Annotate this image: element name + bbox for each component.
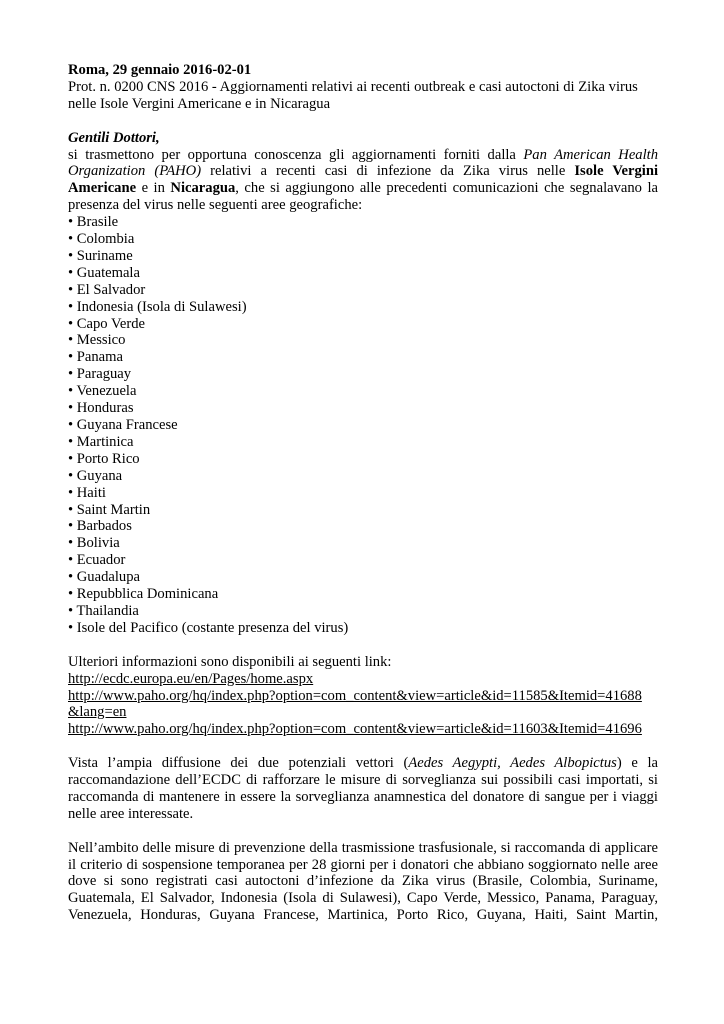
list-item: • Porto Rico [68,450,140,467]
intro-text-end: , che si aggiungono alle precedenti comunicazioni che segnalavano la presenza del virus nelle seguenti aree geografiche: [68,180,658,214]
spacer [68,823,658,840]
protocol-line-cont: nelle Isole Vergini Americane e in Nicaragua [68,95,331,112]
list-item: • Paraguay [68,366,132,383]
paho-link-1-cont[interactable]: &lang=en [68,704,127,721]
list-item: • Martinica [68,433,134,450]
paho-name: Pan American Health Organization (PAHO) [68,146,658,180]
letter-body [68,62,658,924]
intro-text-mid: relativi a recenti casi di infezione da Zika virus nelle [201,163,575,180]
list-item: • Bolivia [68,535,120,552]
spacer [68,113,658,130]
list-item: • Messico [68,332,126,349]
list-item: • Guadalupa [68,569,140,586]
list-item: • Venezuela [68,383,137,400]
vectors-text-start: Vista l’ampia diffusione dei due potenziali vettori ( [68,755,409,772]
list-item: • Brasile [68,214,119,231]
vectors-text-end: ) e la raccomandazione dell’ECDC di rafforzare le misure di sorveglianza sui possibili casi importati, si raccomanda di mantenere in essere la sorveglianza anamnestica del donatore di sangue per i viaggi nelle aree interessate. [68,755,658,822]
list-item: • Barbados [68,518,132,535]
list-item: • Haiti [68,484,106,501]
spacer [68,637,658,654]
list-item: • Guyana Francese [68,417,178,434]
intro-and: e in [136,180,171,197]
links-intro: Ulteriori informazioni sono disponibili ai seguenti link: [68,653,392,670]
salutation: Gentili Dottori, [68,129,160,146]
country-list [68,214,658,637]
list-item: • Guatemala [68,264,140,281]
list-item: • Capo Verde [68,315,145,332]
list-item: • Colombia [68,231,135,248]
list-item: • Panama [68,349,123,366]
list-item: • Indonesia (Isola di Sulawesi) [68,298,247,315]
ecdc-link[interactable]: http://ecdc.europa.eu/en/Pages/home.aspx [68,670,314,687]
list-item: • El Salvador [68,281,146,298]
list-item: • Ecuador [68,552,126,569]
list-item: • Guyana [68,467,123,484]
intro-text-start: si trasmettono per opportuna conoscenza gli aggiornamenti forniti dalla [68,146,524,163]
protocol-line: Prot. n. 0200 CNS 2016 - Aggiornamenti relativi ai recenti outbreak e casi autoctoni di Zika virus [68,78,638,95]
intro-paragraph [68,147,658,215]
list-item: • Honduras [68,400,134,417]
list-item: • Repubblica Dominicana [68,586,219,603]
list-item: • Suriname [68,247,133,264]
list-item: • Thailandia [68,602,139,619]
vectors-paragraph [68,755,658,823]
place-date: Roma, 29 gennaio 2016-02-01 [68,62,252,78]
vector-species: Aedes Aegypti, Aedes Albopictus [408,755,617,772]
paho-link-2[interactable]: http://www.paho.org/hq/index.php?option=com_content&view=article&id=11603&Itemid=41696 [68,721,642,738]
prevention-paragraph: Nell’ambito delle misure di prevenzione della trasmissione trasfusionale, si raccomanda di applicare il criterio di sospensione temporanea per 28 giorni per i donatori che abbiano soggiornato nelle aree dove si sono registrati casi autoctoni d’infezione da Zika virus (Brasile, Colombia, Suriname, Guatemala, El Salvador, Indonesia (Isola di Sulawesi), Capo Verde, Messico, Panama, Paraguay, Venezuela, Honduras, Guyana Francese, Martinica, Porto Rico, Guyana, Haiti, Saint Martin, [68,839,658,924]
list-item: • Saint Martin [68,501,151,518]
list-item: • Isole del Pacifico (costante presenza del virus) [68,619,349,636]
nicaragua: Nicaragua [170,180,236,197]
spacer [68,738,658,755]
virgin-islands: Isole Vergini Americane [68,163,659,197]
paho-link-1[interactable]: http://www.paho.org/hq/index.php?option=com_content&view=article&id=11585&Itemid=41688 [68,687,642,704]
